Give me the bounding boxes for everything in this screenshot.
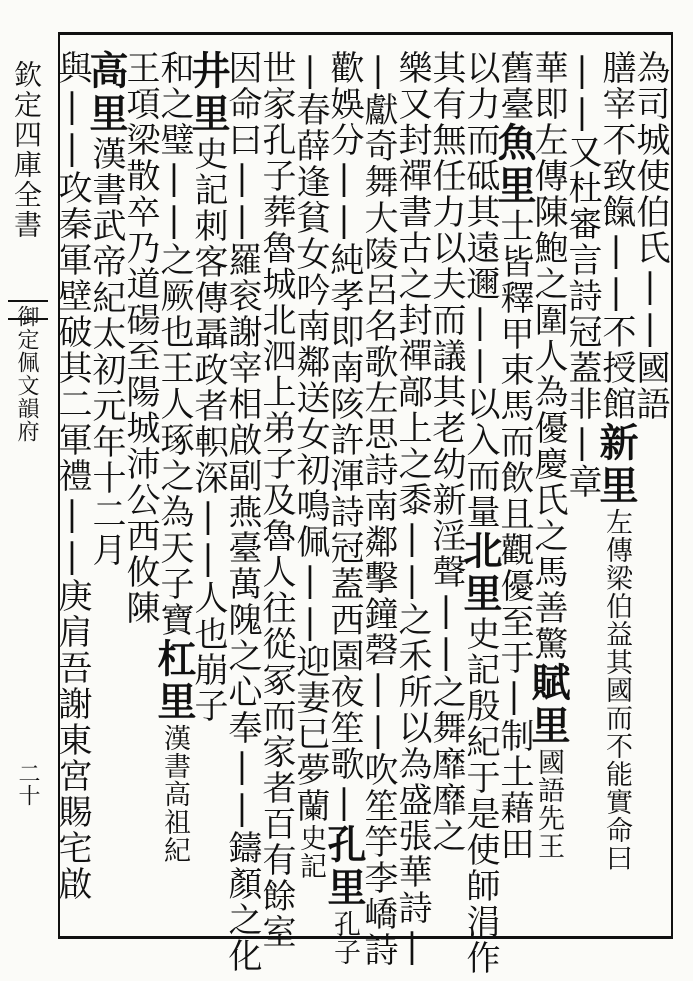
- text-run: 與||攻秦軍壁破其二軍: [52, 50, 92, 458]
- top-border: [58, 32, 673, 35]
- text-column: [593, 50, 639, 930]
- text-column: [457, 50, 503, 976]
- annotation: 孔子: [329, 910, 360, 966]
- text-column: [53, 50, 91, 930]
- text-run: 史記殷紀于是使師涓作: [460, 616, 500, 976]
- text-run: 沛公西攸陳: [120, 446, 160, 626]
- text-run: 新淫聲||之舞靡靡之: [426, 482, 466, 854]
- headword: 高里: [83, 50, 129, 136]
- page-number: 二十: [15, 762, 40, 806]
- annotation: 國語先王: [533, 748, 564, 860]
- headword: 新里: [593, 422, 639, 508]
- text-run: 舊臺: [494, 50, 534, 122]
- text-run: 華即: [528, 50, 568, 122]
- text-run: 為司城使伯氏||國語: [630, 50, 670, 422]
- text-column: [358, 50, 398, 968]
- annotation: 史記: [295, 824, 326, 880]
- text-run: |春薛逢貧女吟南鄰送女初鳴佩||迎妻已夢蘭: [290, 50, 330, 824]
- text-column: [121, 50, 159, 930]
- annotation: 漢書高祖紀: [159, 724, 190, 864]
- text-columns: [52, 42, 670, 976]
- headword: 魚里: [491, 122, 537, 208]
- text-run: ||又杜審言詩冠蓋非|章: [562, 50, 602, 500]
- text-run: 士皆釋甲束馬而飲且觀優至于|: [494, 208, 534, 718]
- headword: 賦里: [525, 662, 571, 748]
- text-column: [392, 50, 432, 968]
- headword: 杠里: [151, 638, 197, 724]
- book-subtitle: 御定佩文韻府: [14, 305, 39, 443]
- text-run: 制土藉田: [494, 718, 534, 862]
- text-run: 禮||庚肩吾謝東宮賜宅啟: [52, 458, 92, 902]
- text-run: 世家孔子葬魯城北泗上弟子及魯人往從冢而家者百有餘室: [256, 50, 296, 950]
- text-run: 樂又封禪書古之封禪鄗上之黍||之禾所以為盛張華詩|: [392, 50, 432, 968]
- text-column: [427, 50, 465, 930]
- text-run: 漢書武帝紀太初元年十二月: [86, 136, 126, 568]
- text-column: [256, 50, 296, 950]
- text-run: 史記刺客傳聶政者軹深||人也崩子: [188, 136, 228, 724]
- annotation: 左傳梁伯益其國而不能實命曰: [601, 508, 632, 872]
- headword: 孔里: [321, 824, 367, 910]
- text-run: 膳宰不致餼||不授館: [596, 50, 636, 422]
- headword: 北里: [457, 530, 503, 616]
- text-run: 和之璧||之厥也王人琢之為天子寶: [154, 50, 194, 638]
- text-column: [321, 50, 367, 966]
- text-column: [491, 50, 537, 930]
- text-run: 以力而砥其遠邇||以入而量: [460, 50, 500, 530]
- text-column: [185, 50, 231, 930]
- text-run: 王項梁散卒乃道碭至陽城: [120, 50, 160, 446]
- text-run: 其有無任力以夫而議其老幼: [426, 50, 466, 482]
- text-column: [222, 50, 262, 974]
- text-run: 因命曰||羅衮謝宰相啟副燕臺萬隗之心奉||鑄顏之化: [222, 50, 262, 974]
- right-border: [671, 32, 673, 938]
- text-column: [83, 50, 129, 930]
- text-column: [291, 50, 329, 930]
- book-title: 欽定四庫全書: [10, 60, 43, 240]
- text-run: |獻奇舞大陵呂名歌左思詩南鄰擊鐘磬||吹笙竽李嶠詩: [358, 50, 398, 968]
- text-run: 歡娛分||純孝即南陔許渾詩冠蓋西園夜笙歌|: [324, 50, 364, 824]
- text-column: [563, 50, 601, 930]
- headword: 井里: [185, 50, 231, 136]
- text-run: 左傳陳鮑之圍人為優慶氏之馬善驚: [528, 122, 568, 662]
- text-column: [151, 50, 197, 930]
